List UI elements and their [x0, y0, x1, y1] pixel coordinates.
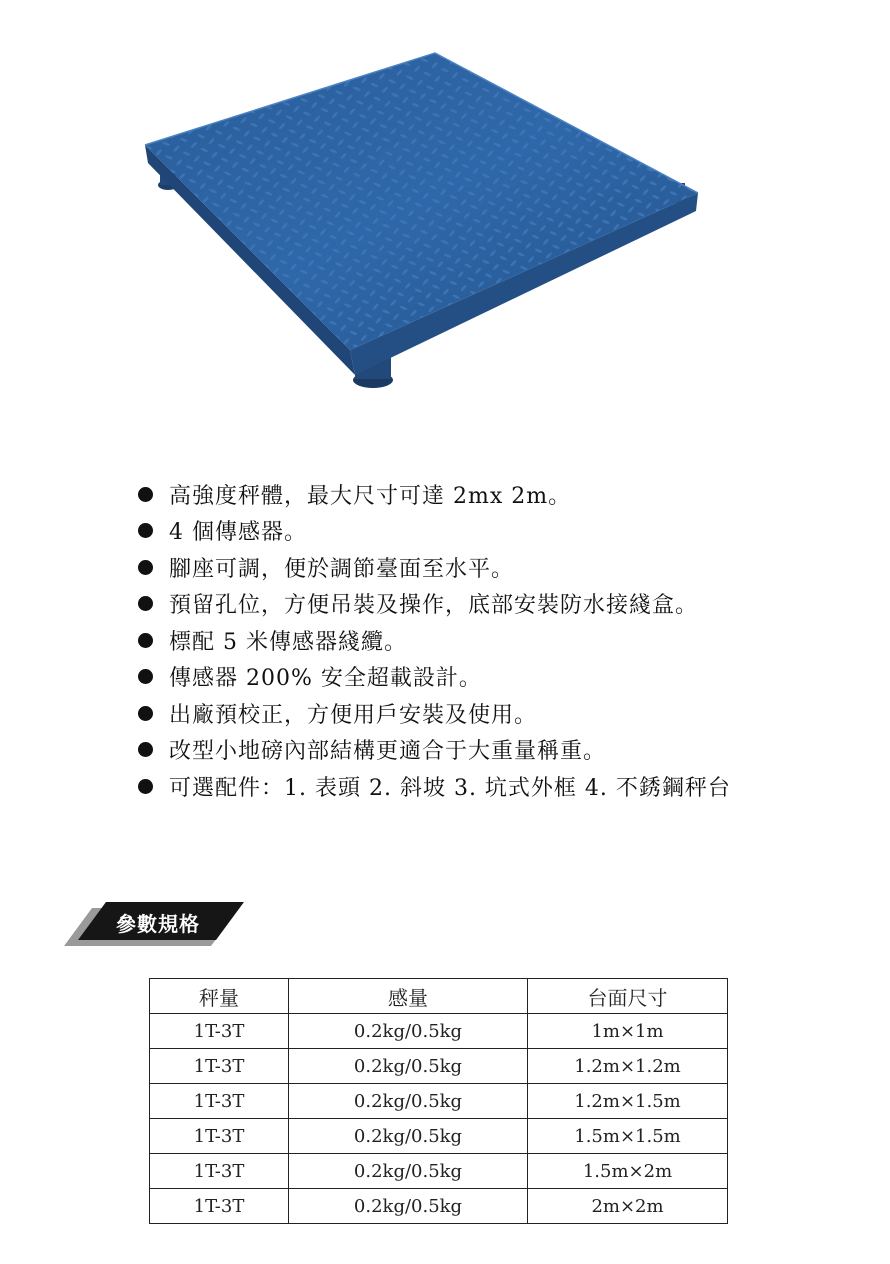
- feature-item: 腳座可調，便於調節臺面至水平。: [138, 549, 731, 586]
- bullet-icon: [138, 742, 153, 757]
- table-row: [150, 1154, 728, 1189]
- section-banner: [64, 902, 244, 946]
- feature-item: 傳感器 200% 安全超載設計。: [138, 659, 731, 696]
- cell-capacity: 1T-3T: [150, 1154, 289, 1189]
- cell-division: 0.2kg/0.5kg: [289, 1119, 528, 1154]
- cell-division: 0.2kg/0.5kg: [289, 1049, 528, 1084]
- cell-capacity: 1T-3T: [150, 1119, 289, 1154]
- cell-capacity: 1T-3T: [150, 1049, 289, 1084]
- table-row: [150, 1189, 728, 1224]
- feature-item: 出廠預校正，方便用戶安裝及使用。: [138, 695, 731, 732]
- spec-table: [149, 978, 728, 1224]
- cell-capacity: 1T-3T: [150, 1084, 289, 1119]
- header-capacity: 秤量: [150, 979, 289, 1014]
- bullet-icon: [138, 669, 153, 684]
- cell-platform-size: 1m×1m: [528, 1014, 728, 1049]
- cell-division: 0.2kg/0.5kg: [289, 1154, 528, 1189]
- bullet-icon: [138, 633, 153, 648]
- cell-platform-size: 1.2m×1.2m: [528, 1049, 728, 1084]
- table-row: [150, 1084, 728, 1119]
- bullet-icon: [138, 560, 153, 575]
- cell-platform-size: 2m×2m: [528, 1189, 728, 1224]
- feature-item: 可選配件：1. 表頭 2. 斜坡 3. 坑式外框 4. 不銹鋼秤台: [138, 768, 731, 805]
- feature-item: 高強度秤體，最大尺寸可達 2mx 2m。: [138, 476, 731, 513]
- cell-platform-size: 1.2m×1.5m: [528, 1084, 728, 1119]
- table-header-row: [150, 979, 728, 1014]
- feature-item: 改型小地磅內部結構更適合于大重量稱重。: [138, 732, 731, 769]
- bullet-icon: [138, 779, 153, 794]
- platform-scale-image: [140, 45, 710, 395]
- cell-platform-size: 1.5m×2m: [528, 1154, 728, 1189]
- cell-capacity: 1T-3T: [150, 1189, 289, 1224]
- cell-capacity: 1T-3T: [150, 1014, 289, 1049]
- table-row: [150, 1014, 728, 1049]
- feature-item: 標配 5 米傳感器綫纜。: [138, 622, 731, 659]
- cell-division: 0.2kg/0.5kg: [289, 1084, 528, 1119]
- cell-platform-size: 1.5m×1.5m: [528, 1119, 728, 1154]
- table-row: [150, 1049, 728, 1084]
- table-row: [150, 1119, 728, 1154]
- header-division: 感量: [289, 979, 528, 1014]
- bullet-icon: [138, 596, 153, 611]
- cell-division: 0.2kg/0.5kg: [289, 1189, 528, 1224]
- bullet-icon: [138, 487, 153, 502]
- feature-item: 4 個傳感器。: [138, 513, 731, 550]
- header-platform-size: 台面尺寸: [528, 979, 728, 1014]
- cell-division: 0.2kg/0.5kg: [289, 1014, 528, 1049]
- bullet-icon: [138, 523, 153, 538]
- feature-item: 預留孔位，方便吊裝及操作，底部安裝防水接綫盒。: [138, 586, 731, 623]
- feature-list: [138, 476, 731, 805]
- bullet-icon: [138, 706, 153, 721]
- section-title: 參數規格: [116, 912, 200, 936]
